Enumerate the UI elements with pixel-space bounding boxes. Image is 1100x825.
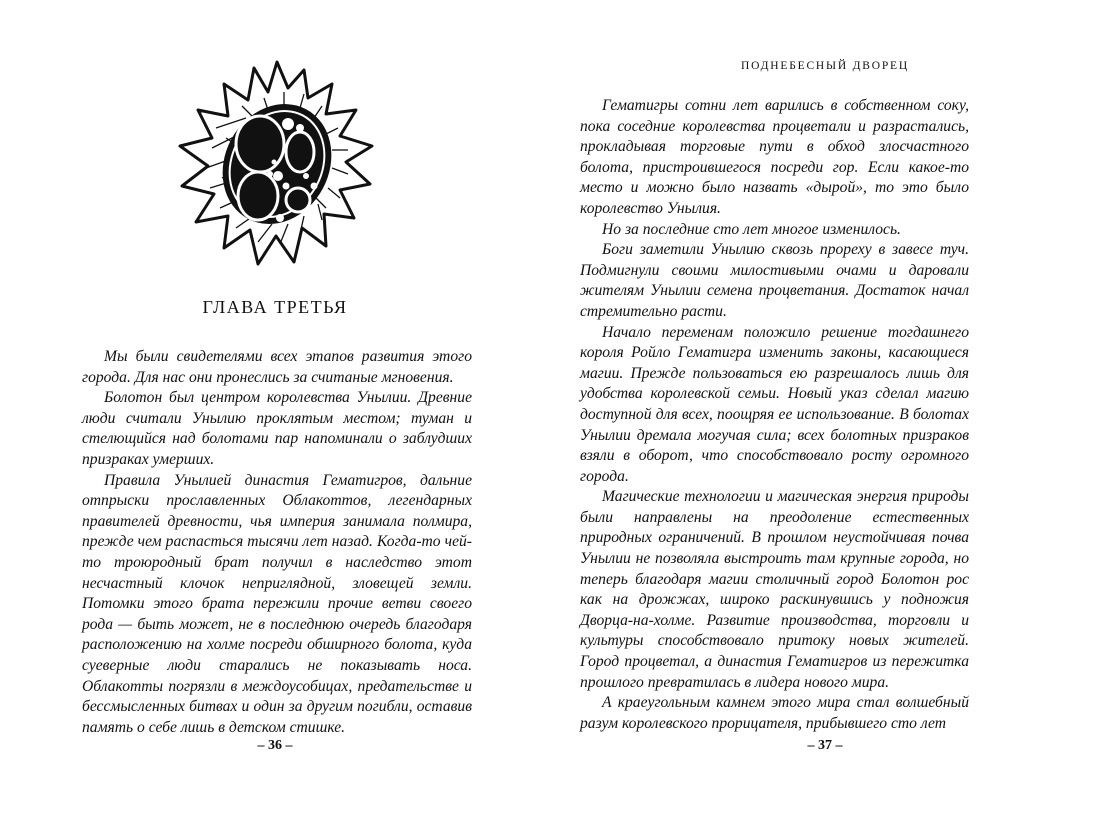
paragraph: Начало переменам положило решение тогдашнего короля Ройло Гематигра изменить законы, касающиеся магии. Прежде пользоваться ею разрешалось лишь для удобства королевской семьи. Новый указ сделал магию доступной для всех, поощряя ее использование. В болотах Унылии дремала могучая сила; всех болотных призраков взяли в оборот, что способствовало росту огромного города. <box>580 323 969 485</box>
paragraph: Гематигры сотни лет варились в собственном соку, пока соседние королевства процветали и разрастались, прокладывая торговые пути в обход злосчастного болота, пристроившегося посреди гор. Если какое-то место и можно было назвать «дырой», то это было королевство Унылия. <box>580 97 969 217</box>
page-number: – 36 – <box>257 738 293 753</box>
paragraph: Боги заметили Унылию сквозь прореху в завесе туч. Подмигнули своими милостивыми очами и даровали жителям Унылии семена процветания. Достаток начал стремительно расти. <box>580 241 969 320</box>
page-number: – 37 – <box>807 738 843 753</box>
paragraph: Правила Унылией династия Гематигров, дальние отпрыски прославленных Облакоттов, легендарных правителей древности, чья империя занимала полмира, прежде чем распасться тысячи лет назад. Когда-то чей-то троюродный брат получил в наследство этот несчастный клочок неприглядной, зловещей земли. Потомки этого брата пережили прочие ветви своего рода — быть может, не в последнюю очередь благодаря расположению на холме посреди обширного болота, куда суеверные люди старались не показывать носа. Облакотты погрязли в междоусобицах, предательстве и бессмысленных битвах и один за другим погибли, оставив память о себе лишь в детском стишке. <box>82 471 472 736</box>
right-page-text <box>580 96 969 734</box>
paragraph: Но за последние сто лет многое изменилось. <box>602 220 901 238</box>
running-head: ПОДНЕБЕСНЫЙ ДВОРЕЦ <box>741 60 909 72</box>
paragraph: А краеугольным камнем этого мира стал волшебный разум королевского прорицателя, прибывшего сто лет <box>580 694 969 732</box>
chapter-ornament-icon <box>176 58 378 270</box>
paragraph: Мы были свидетелями всех этапов развития этого города. Для нас они пронеслись за считаные мгновения. <box>82 348 472 386</box>
paragraph: Болотон был центром королевства Унылии. Древние люди считали Унылию проклятым местом; туман и стелющийся над болотами пар напоминали о заблудших призраках умерших. <box>82 389 472 468</box>
paragraph: Магические технологии и магическая энергия природы были направлены на преодоление естественных природных ограничений. В прошлом неустойчивая почва Унылии не позволяла выстроить там крупные города, но теперь благодаря магии столичный город Болотон рос как на дрожжах, широко раскинувшись у подножия Дворца-на-холме. Развитие производства, торговли и культуры способствовало притоку новых жителей. Город процветал, а династия Гематигров из пережитка прошлого превратилась в лидера нового мира. <box>580 488 969 691</box>
left-page-text <box>82 347 472 738</box>
right-page <box>550 0 1100 825</box>
chapter-title: ГЛАВА ТРЕТЬЯ <box>202 297 348 317</box>
